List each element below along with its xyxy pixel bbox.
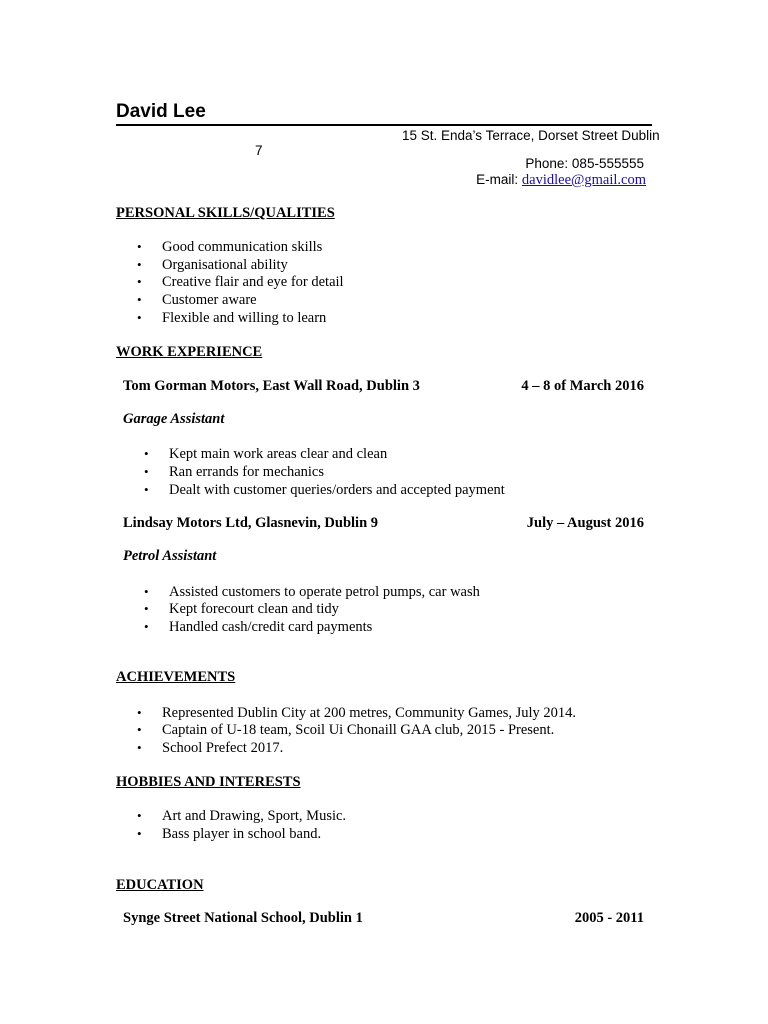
job-role: Garage Assistant bbox=[123, 411, 225, 427]
education-heading: EDUCATION bbox=[116, 877, 204, 893]
job-employer: Tom Gorman Motors, East Wall Road, Dublin 3 bbox=[123, 378, 420, 394]
header-divider bbox=[116, 124, 652, 126]
skill-item: • Flexible and willing to learn bbox=[162, 310, 326, 327]
job-duty: • Kept forecourt clean and tidy bbox=[169, 601, 339, 618]
hobbies-heading: HOBBIES AND INTERESTS bbox=[116, 774, 301, 790]
achievements-heading: ACHIEVEMENTS bbox=[116, 669, 236, 685]
education-school: Synge Street National School, Dublin 1 bbox=[123, 910, 363, 926]
education-years: 2005 - 2011 bbox=[574, 910, 644, 926]
phone-number: Phone: 085-555555 bbox=[525, 156, 644, 171]
job-duty: • Handled cash/credit card payments bbox=[169, 619, 372, 636]
address-line-2: 7 bbox=[255, 143, 263, 158]
achievement-item: • Captain of U-18 team, Scoil Ui Chonaill GAA club, 2015 - Present. bbox=[162, 722, 554, 739]
achievement-item: • Represented Dublin City at 200 metres, Community Games, July 2014. bbox=[162, 705, 576, 722]
achievement-item: • School Prefect 2017. bbox=[162, 740, 283, 757]
job-role: Petrol Assistant bbox=[123, 548, 217, 564]
email-line bbox=[476, 172, 646, 189]
job-employer: Lindsay Motors Ltd, Glasnevin, Dublin 9 bbox=[123, 515, 379, 531]
hobby-item: • Bass player in school band. bbox=[162, 826, 321, 843]
job-duty: • Assisted customers to operate petrol pumps, car wash bbox=[169, 584, 480, 601]
job-dates: July – August 2016 bbox=[526, 515, 644, 531]
candidate-name: David Lee bbox=[116, 101, 206, 122]
work-heading: WORK EXPERIENCE bbox=[116, 344, 263, 360]
skill-item: • Creative flair and eye for detail bbox=[162, 274, 344, 291]
job-duty: • Dealt with customer queries/orders and accepted payment bbox=[169, 482, 505, 499]
skill-item: • Good communication skills bbox=[162, 239, 322, 256]
email-label: E-mail: bbox=[476, 172, 522, 187]
skills-heading: PERSONAL SKILLS/QUALITIES bbox=[116, 205, 335, 221]
skill-item: • Organisational ability bbox=[162, 257, 288, 274]
job-dates: 4 – 8 of March 2016 bbox=[521, 378, 644, 394]
job-duty: • Kept main work areas clear and clean bbox=[169, 446, 387, 463]
skill-item: • Customer aware bbox=[162, 292, 257, 309]
email-link[interactable]: davidlee@gmail.com bbox=[521, 172, 646, 188]
hobby-item: • Art and Drawing, Sport, Music. bbox=[162, 808, 346, 825]
job-duty: • Ran errands for mechanics bbox=[169, 464, 324, 481]
address-line-1: 15 St. Enda’s Terrace, Dorset Street Dublin bbox=[402, 128, 660, 143]
